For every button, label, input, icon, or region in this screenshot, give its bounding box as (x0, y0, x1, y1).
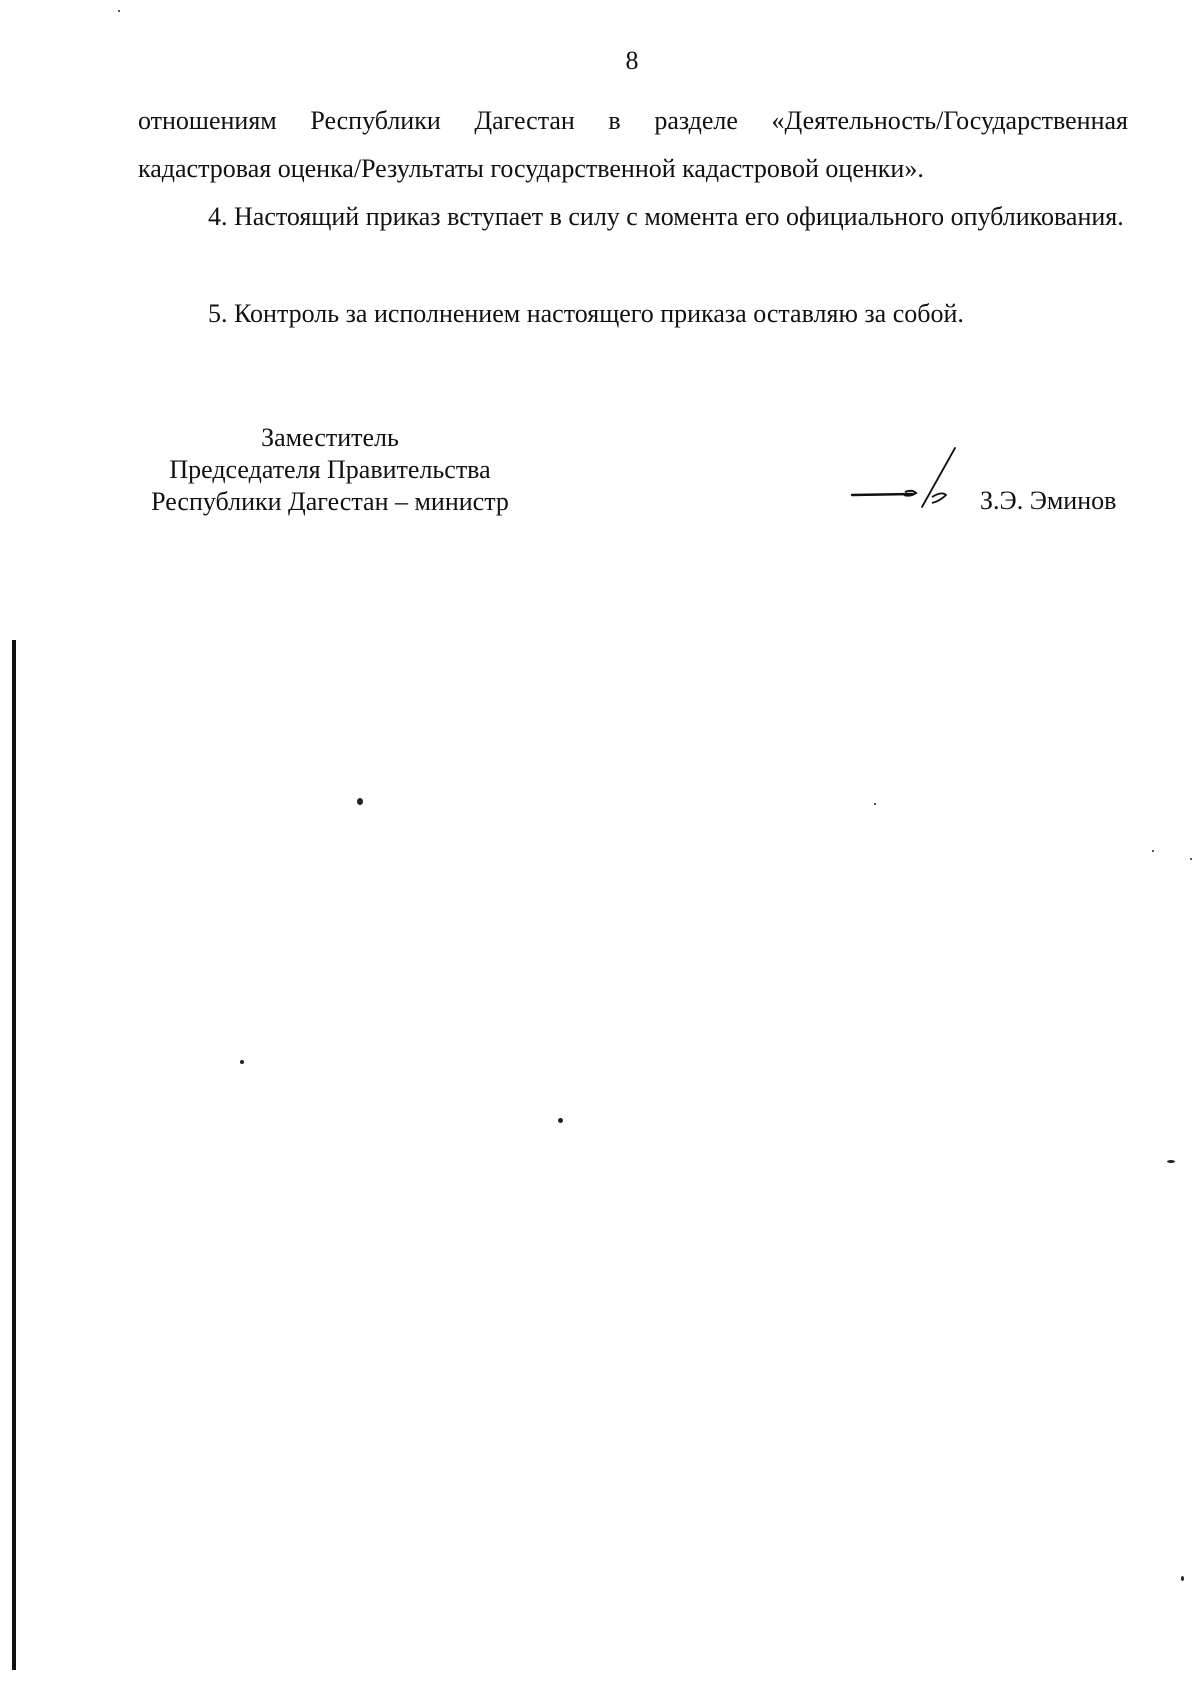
scan-speck (874, 803, 876, 805)
signatory-title-line-1: Заместитель (261, 423, 399, 452)
signatory-title (130, 422, 530, 518)
scan-speck (357, 798, 363, 805)
scan-speck (1167, 1160, 1175, 1163)
paragraph-item-4: 4. Настоящий приказ вступает в силу с момента его официального опубликования. (208, 202, 1124, 231)
scan-speck (118, 10, 120, 12)
scan-speck (558, 1118, 563, 1123)
scan-speck (1152, 850, 1154, 852)
scan-edge-line (12, 640, 16, 1670)
signatory-title-line-3: Республики Дагестан – министр (151, 487, 509, 516)
paragraph-continuation: отношениям Республики Дагестан в разделе «Деятельность/Государственная кадастровая оценка/Результаты государственной кадастровой оценки». (138, 106, 1128, 183)
scan-speck (1190, 858, 1192, 860)
signatory-name: З.Э. Эминов (980, 486, 1117, 515)
scan-speck (240, 1060, 244, 1064)
page-number: 8 (625, 46, 639, 75)
signatory-title-line-2: Председателя Правительства (169, 455, 491, 484)
scan-speck (1181, 1576, 1184, 1581)
handwritten-signature (850, 445, 980, 515)
paragraph-item-5: 5. Контроль за исполнением настоящего приказа оставляю за собой. (208, 299, 964, 328)
